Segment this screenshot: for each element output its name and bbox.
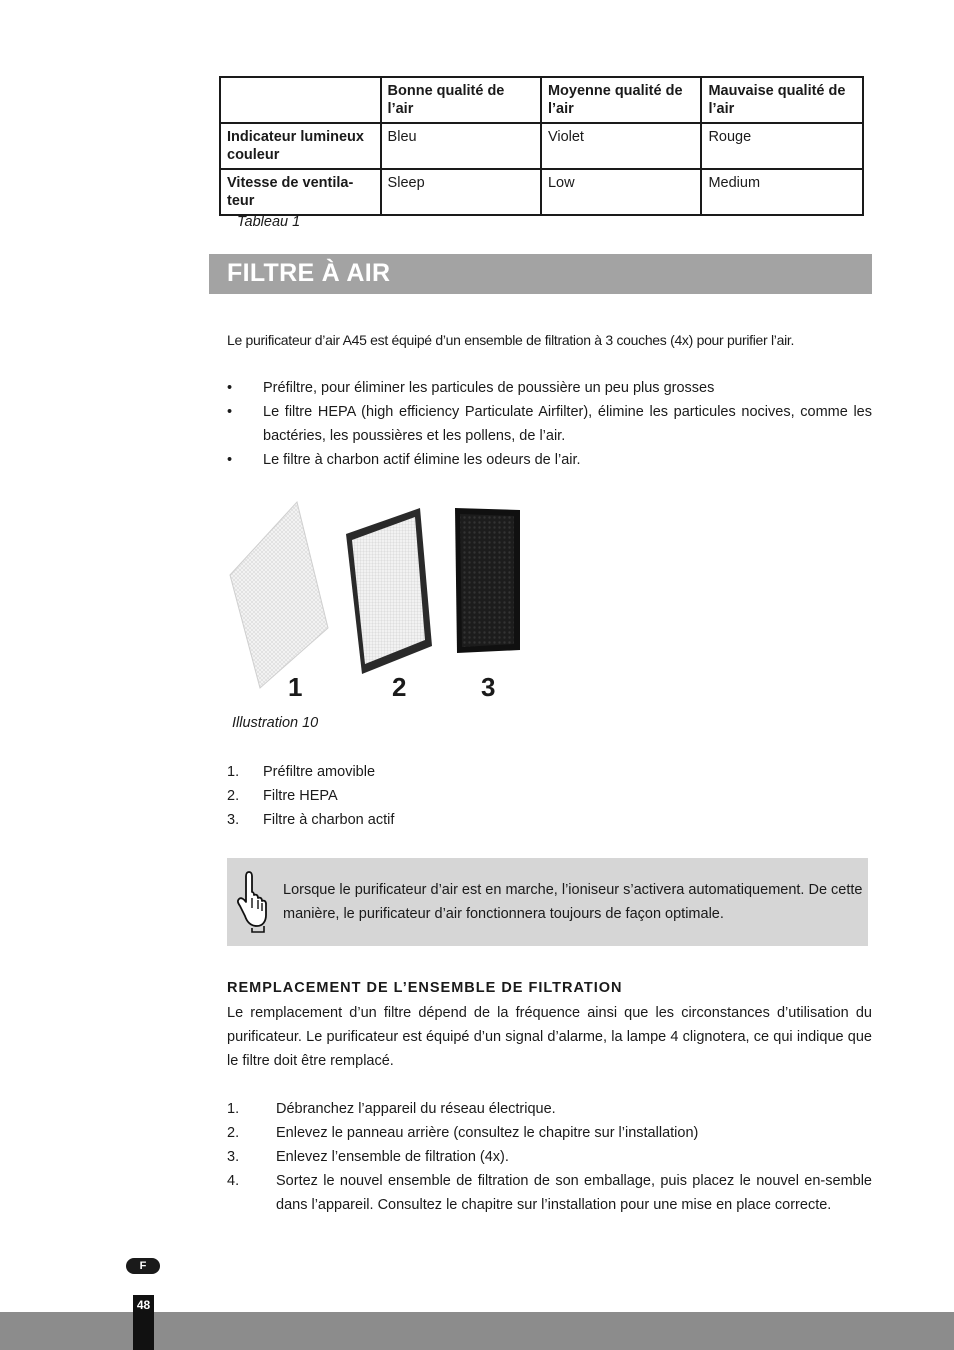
list-item: [227, 808, 239, 832]
step-text: Sortez le nouvel ensemble de filtration de son emballage, puis placez le nouvel en-semble dans l’appareil. Consultez le chapitre sur l’installation pour une mise en place correcte.: [276, 1173, 872, 1213]
step-number: 1.: [227, 1101, 240, 1117]
note-text: Lorsque le purificateur d’air est en marche, l’ioniseur s’activera automatiquement. De cette manière, le purificateur d’air fonctionnera toujours de façon optimale.: [283, 882, 863, 922]
list-number: 3.: [227, 812, 240, 828]
table-row: [220, 169, 863, 215]
step-text: Enlevez l’ensemble de filtration (4x).: [276, 1149, 509, 1165]
table-row-header: Vitesse de ventila-teur: [220, 169, 381, 215]
figure-caption: Illustration 10: [232, 715, 319, 731]
bullet-symbol: •: [227, 404, 233, 420]
table-cell: Sleep: [381, 169, 541, 215]
filter-illustration: [222, 500, 532, 710]
table-row: [220, 123, 863, 169]
list-item: [227, 760, 239, 784]
list-number: 1.: [227, 764, 240, 780]
table-header-cell: Mauvaise qualité de l’air: [701, 77, 863, 123]
table-caption: Tableau 1: [237, 214, 301, 230]
table-cell: Violet: [541, 123, 702, 169]
table-cell: Low: [541, 169, 702, 215]
hepa-filter-image: [346, 508, 432, 674]
air-quality-table: [219, 76, 864, 216]
bullet-text: Le filtre HEPA (high efficiency Particulate Airfilter), élimine les particules nocives, comme les bactéries, les poussières et les pollens, de l’air.: [263, 404, 872, 444]
section-header-bar: [209, 254, 872, 294]
table-cell: Rouge: [701, 123, 863, 169]
table-header-cell: [220, 77, 381, 123]
table-cell: Bleu: [381, 123, 541, 169]
page-number-tab: [133, 1295, 154, 1350]
replacement-paragraph: Le remplacement d’un filtre dépend de la fréquence ainsi que les circonstances d’utilisation du purificateur. Le purificateur est équipé d’un signal d’alarme, la lampe 4 clignotera, ce qui indique que le filtre doit être remplacé.: [227, 1005, 872, 1069]
step-number: 4.: [227, 1173, 240, 1189]
figure-label: 3: [481, 672, 496, 702]
step-text: Enlevez le panneau arrière (consultez le chapitre sur l’installation): [276, 1125, 699, 1141]
bullet-symbol: •: [227, 380, 233, 396]
figure-label: 2: [392, 672, 407, 702]
step-text: Débranchez l’appareil du réseau électrique.: [276, 1101, 556, 1117]
intro-paragraph: Le purificateur d’air A45 est équipé d’un ensemble de filtration à 3 couches (4x) pour purifier l’air.: [227, 332, 795, 348]
table-row-header: Indicateur lumineux couleur: [220, 123, 381, 169]
prefilter-image: [230, 502, 328, 688]
bullet-symbol: •: [227, 452, 233, 468]
step-number: 3.: [227, 1149, 240, 1165]
table-header-cell: Bonne qualité de l’air: [381, 77, 541, 123]
table-cell: Medium: [701, 169, 863, 215]
section-title: FILTRE À AIR: [227, 259, 391, 287]
list-item: [227, 784, 239, 808]
step-number: 2.: [227, 1125, 240, 1141]
list-item-text: Filtre à charbon actif: [263, 812, 395, 828]
list-number: 2.: [227, 788, 240, 804]
bullet-text: Préfiltre, pour éliminer les particules de poussière un peu plus grosses: [263, 380, 715, 396]
carbon-filter-image: [455, 508, 520, 653]
figure-label: 1: [288, 672, 303, 702]
list-item-text: Préfiltre amovible: [263, 764, 376, 780]
bullet-text: Le filtre à charbon actif élimine les odeurs de l’air.: [263, 452, 581, 468]
list-item-text: Filtre HEPA: [263, 788, 338, 804]
language-badge: F: [126, 1258, 160, 1274]
page-number: 48: [136, 1298, 151, 1312]
subsection-heading: REMPLACEMENT DE L’ENSEMBLE DE FILTRATION: [227, 980, 623, 996]
table-header-row: [220, 77, 863, 123]
note-box: [227, 858, 868, 946]
pointing-hand-icon: [232, 868, 268, 934]
table-header-cell: Moyenne qualité de l’air: [541, 77, 702, 123]
